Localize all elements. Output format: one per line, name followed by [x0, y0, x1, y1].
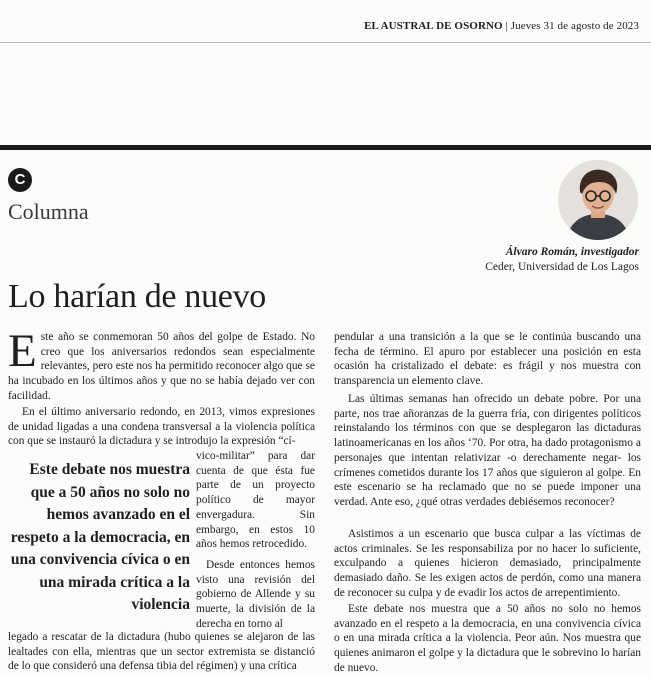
article-paragraph-3: Desde entonces hemos visto una revisión del gobierno de Allende y su muerte, la división de la derecha en torno al [196, 559, 315, 630]
article-title: Lo harían de nuevo [8, 278, 267, 315]
article-paragraph-2-cont: vico-militar” para dar cuenta de que ésta fue parte de un proyecto político de mayor envergadura. Sin embargo, en estos 10 años hemos retrocedido. [196, 450, 315, 551]
pull-quote: Este debate nos muestra que a 50 años no solo no hemos avanzado en el respeto a la democracia, en una convivencia cívica o en una mirada crítica a la violencia [10, 461, 190, 613]
section-label: Columna [8, 199, 89, 224]
author-byline [485, 245, 639, 275]
article-paragraph-1: Este año se conmemoran 50 años del golpe de Estado. No creo que los aniversarios redondos sean especialmente relevantes, pero este nos ha permitido reconocer algo que se ha incubado en los últimos años y que no se había dejado ver con facilidad. [8, 325, 315, 402]
section-rule [0, 145, 651, 150]
author-name: Álvaro Román, investigador [505, 246, 639, 258]
page-header [364, 20, 639, 32]
article-paragraph-6: Asistimos a un escenario que busca culpar a las víctimas de actos criminales. Se les responsabiliza por no hacer lo suficiente, exculpando a quienes hicieron demasiado, principalmente demasiado daño. Se les exigen actos de perdón, como una manera de reconocer su culpa y de evadir los actos de arrepentimiento. [334, 528, 641, 599]
article-paragraph-5: Las últimas semanas han ofrecido un debate pobre. Por una parte, nos trae añoranzas de la guerra fría, con dirigentes políticos reinstalando los términos con que se desplegaron las dictaduras latinoamericanas en los años ‘70. Por otra, ha dado protagonismo a personajes que intentan relativizar -o derechamente negar- los crímenes cometidos durante los 17 años que siguieron al golpe. En este escenario se ha reclamado que no se puede imponer una verdad. Ante eso, ¿qué otras verdades debiésemos reconocer? [334, 393, 641, 508]
header-divider [0, 42, 651, 43]
article-paragraph-4: pendular a una transición a la que se le continúa buscando una fecha de término. El apuro por establecer una posición en esta ocasión ha cristalizado el debate: es frágil y nos muestra con transparencia un elemento clave. [334, 331, 641, 388]
article-paragraph-7: Este debate nos muestra que a 50 años no solo no hemos avanzado en el respeto a la democracia, en una convivencia cívica o en una mirada crítica a la violencia. Peor aún. Nos muestra que quienes animaron el golpe y la dictadura que le sobrevino lo harían de nuevo. [334, 603, 641, 674]
article-paragraph-3-cont: legado a rescatar de la dictadura (hubo quienes se alejaron de las lealtades con ella, mientras que un sector extremista se distanció de lo que consideró una defensa tibia del régimen) y una crítica [8, 631, 315, 673]
publication-date: Jueves 31 de agosto de 2023 [510, 20, 639, 32]
drop-cap: E [8, 325, 37, 377]
author-avatar [558, 160, 638, 240]
author-affiliation: Ceder, Universidad de Los Lagos [485, 261, 639, 273]
header-separator: | [505, 20, 508, 32]
column-badge-icon: C [8, 168, 32, 192]
article-paragraph-2: En el último aniversario redondo, en 2013, vimos expresiones de unidad ligadas a una condena transversal a la violencia política con que se instauró la dictadura y se introdujo la expresión “cí- [8, 406, 315, 448]
newspaper-name: EL AUSTRAL DE OSORNO [364, 20, 503, 32]
